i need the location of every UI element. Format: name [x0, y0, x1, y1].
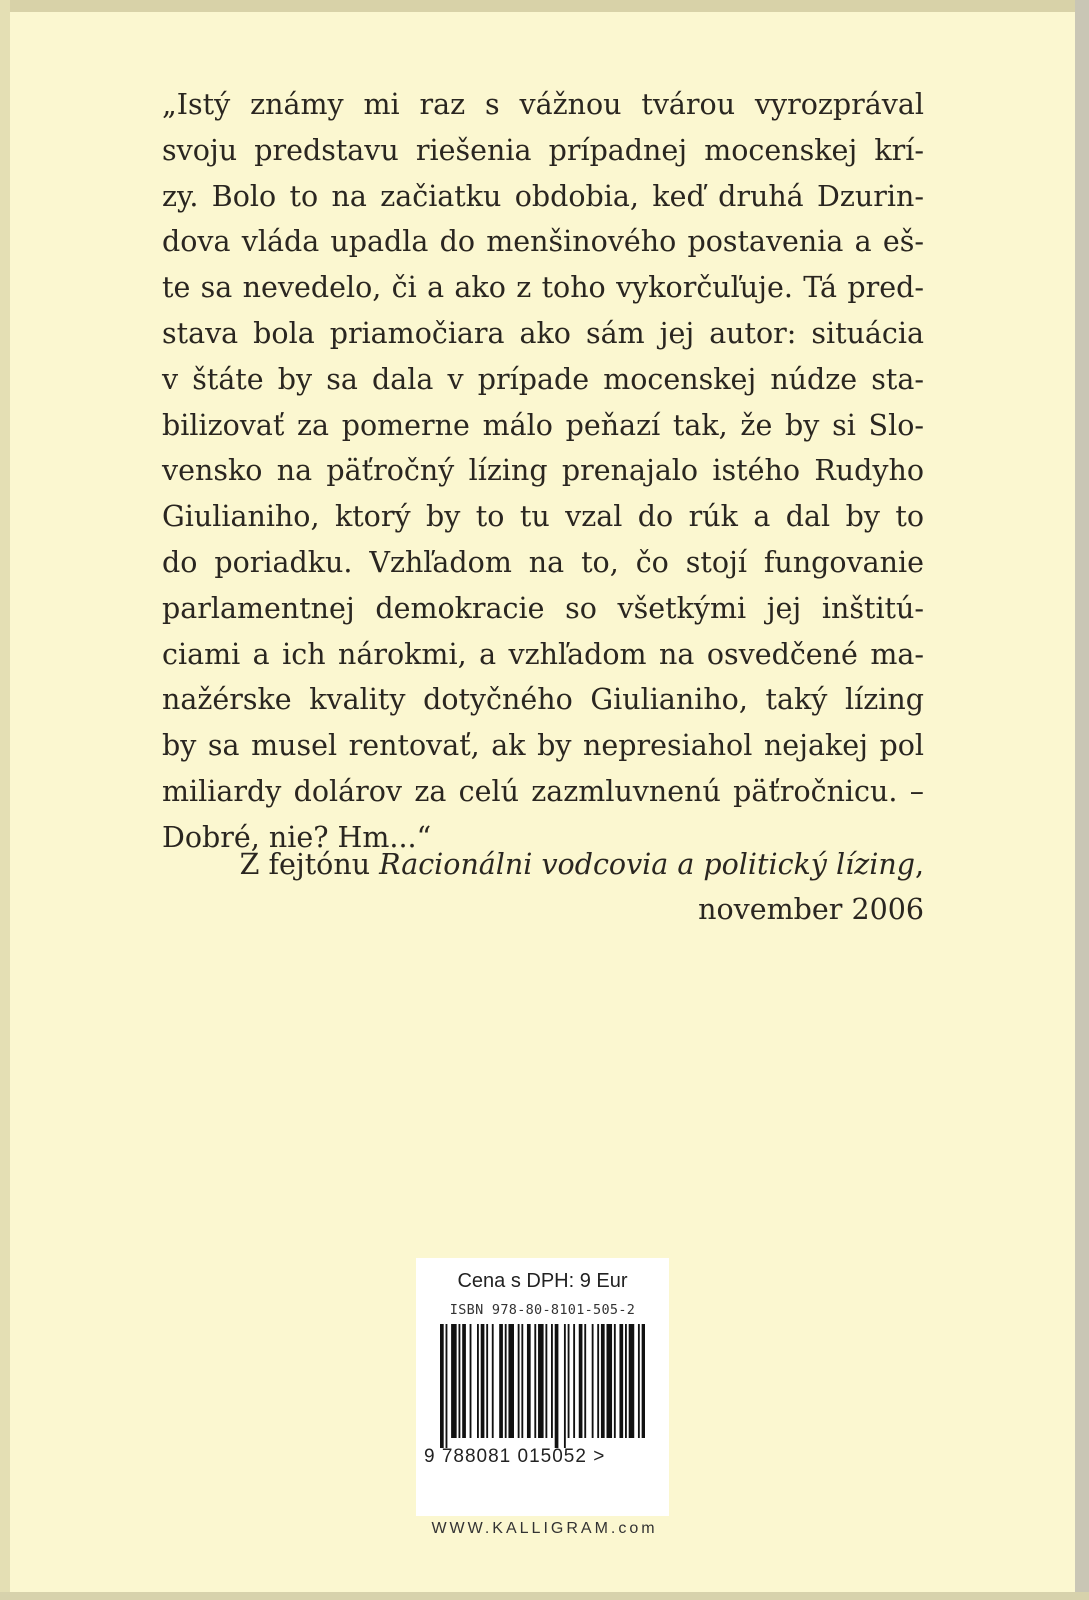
quote-line: miliardy dolárov za celú zazmluvnenú päťročnicu. –	[162, 774, 924, 808]
barcode-bar	[629, 1324, 635, 1438]
quote-line: stava bola priamočiara ako sám jej autor: situácia	[162, 316, 924, 350]
quote-line: v štáte by sa dala v prípade mocenskej núdze sta-	[162, 362, 924, 396]
source-line	[162, 842, 924, 887]
barcode-bar	[597, 1324, 599, 1438]
isbn-text: ISBN 978-80-8101-505-2	[449, 1302, 636, 1318]
quote-line: do poriadku. Vzhľadom na to, čo stojí fungovanie	[162, 545, 924, 579]
quote-line: vensko na päťročný lízing prenajalo istého Rudyho	[162, 454, 924, 488]
barcode-bar	[505, 1324, 507, 1438]
quote-paragraph	[162, 82, 924, 861]
barcode-bar	[538, 1324, 544, 1438]
quote-line: te sa nevedelo, či a ako z toho vykorčuľuje. Tá pred-	[162, 271, 924, 305]
quote-line: parlamentnej demokracie so všetkými jej inštitú-	[162, 591, 924, 625]
source-prefix: Z fejtónu	[239, 848, 380, 881]
barcode-bar	[564, 1324, 566, 1448]
barcode-bar	[625, 1324, 627, 1438]
price-barcode-label	[416, 1258, 669, 1516]
barcode-bar	[508, 1324, 514, 1438]
quote-line: by sa musel rentovať, ak by nepresiahol nejakej pol	[162, 729, 924, 763]
source-date: november 2006	[698, 893, 924, 926]
barcode-bar	[486, 1324, 488, 1438]
page-edge-top	[0, 0, 1089, 12]
barcode-bar	[451, 1324, 457, 1438]
barcode-bar	[601, 1324, 605, 1438]
source-suffix: ,	[914, 848, 924, 881]
barcode-bar	[573, 1324, 575, 1438]
publisher-website: WWW.KALLIGRAM.com	[431, 1520, 658, 1537]
barcode-bar	[579, 1324, 583, 1438]
barcode-bar	[481, 1324, 485, 1438]
quote-line: svoju predstavu riešenia prípadnej mocenskej krí-	[162, 133, 924, 167]
barcode-bar	[551, 1324, 553, 1438]
barcode-bar	[492, 1324, 494, 1438]
barcode-bar	[568, 1324, 570, 1438]
quote-line: Giulianiho, ktorý by to tu vzal do rúk a dal by to	[162, 500, 924, 534]
quote-line: „Istý známy mi raz s vážnou tvárou vyrozprával	[162, 88, 924, 121]
barcode-bar	[607, 1324, 613, 1438]
barcode-bar	[521, 1324, 523, 1438]
barcode-bar	[619, 1324, 623, 1438]
barcode-graphic	[440, 1324, 645, 1448]
quote-line: nažérske kvality dotyčného Giulianiho, taký lízing	[162, 683, 924, 717]
barcode-bar	[534, 1324, 536, 1438]
quote-line: zy. Bolo to na začiatku obdobia, keď druhá Dzurin-	[162, 179, 924, 213]
barcode-bar	[527, 1324, 531, 1438]
barcode-bar	[555, 1324, 559, 1448]
price-text: Cena s DPH: 9 Eur	[457, 1270, 628, 1292]
barcode-bar	[459, 1324, 461, 1438]
page-edge-left	[0, 0, 10, 1600]
barcode-bar	[470, 1324, 472, 1438]
barcode-bar	[462, 1324, 466, 1438]
barcode-bar	[446, 1324, 448, 1448]
source-title: Racionálni vodcovia a politický lízing	[379, 848, 915, 881]
barcode-bar	[584, 1324, 586, 1438]
page-edge-bottom	[0, 1592, 1089, 1600]
barcode-bar	[499, 1324, 503, 1438]
quote-line: dova vláda upadla do menšinového postavenia a eš-	[162, 225, 924, 259]
quote-source	[162, 842, 924, 932]
barcode-bar	[545, 1324, 547, 1438]
barcode-digits: 9 788081 015052 >	[424, 1446, 606, 1467]
quote-line: Dobré, nie? Hm...“	[162, 820, 432, 854]
barcode-bar	[642, 1324, 645, 1438]
quote-line: bilizovať za pomerne málo peňazí tak, že by si Slo-	[162, 408, 924, 442]
barcode-bar	[592, 1324, 594, 1438]
quote-line: ciami a ich nárokmi, a vzhľadom na osvedčené ma-	[162, 637, 924, 671]
page-edge-right	[1075, 0, 1089, 1600]
barcode-bar	[614, 1324, 616, 1438]
barcode-bar	[638, 1324, 640, 1438]
barcode-bar	[477, 1324, 479, 1438]
barcode-bar	[440, 1324, 444, 1448]
barcode-bar	[518, 1324, 520, 1438]
